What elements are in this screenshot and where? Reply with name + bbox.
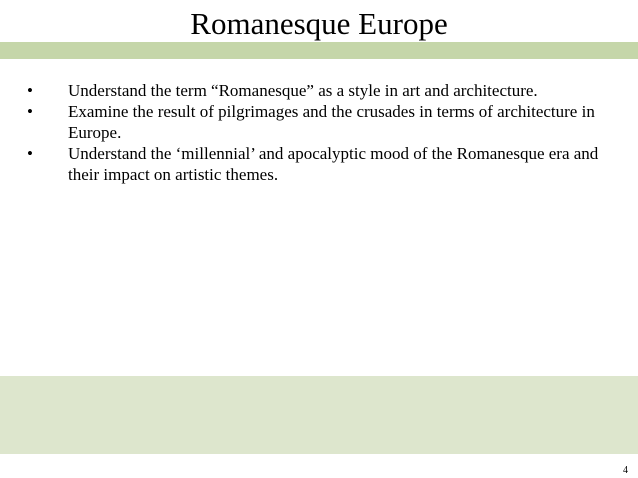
bullet-text: Examine the result of pilgrimages and the crusades in terms of architecture in Europe. [68,102,595,142]
bullet-item [24,143,614,185]
title-accent-band [0,42,638,59]
slide-title-text: Romanesque Europe [186,6,451,41]
bullet-text: Understand the ‘millennial’ and apocalyptic mood of the Romanesque era and their impact on artistic themes. [68,144,599,184]
bullet-item [24,101,614,143]
bullet-text: Understand the term “Romanesque” as a style in art and architecture. [68,81,538,100]
bullet-dot: • [27,102,33,121]
bullet-dot: • [27,144,33,163]
bullet-list [24,80,614,185]
bullet-dot: • [27,81,33,100]
bullet-item [24,80,614,101]
footer-accent-band [0,376,638,454]
page-number: 4 [623,465,628,476]
slide-title [0,6,638,42]
